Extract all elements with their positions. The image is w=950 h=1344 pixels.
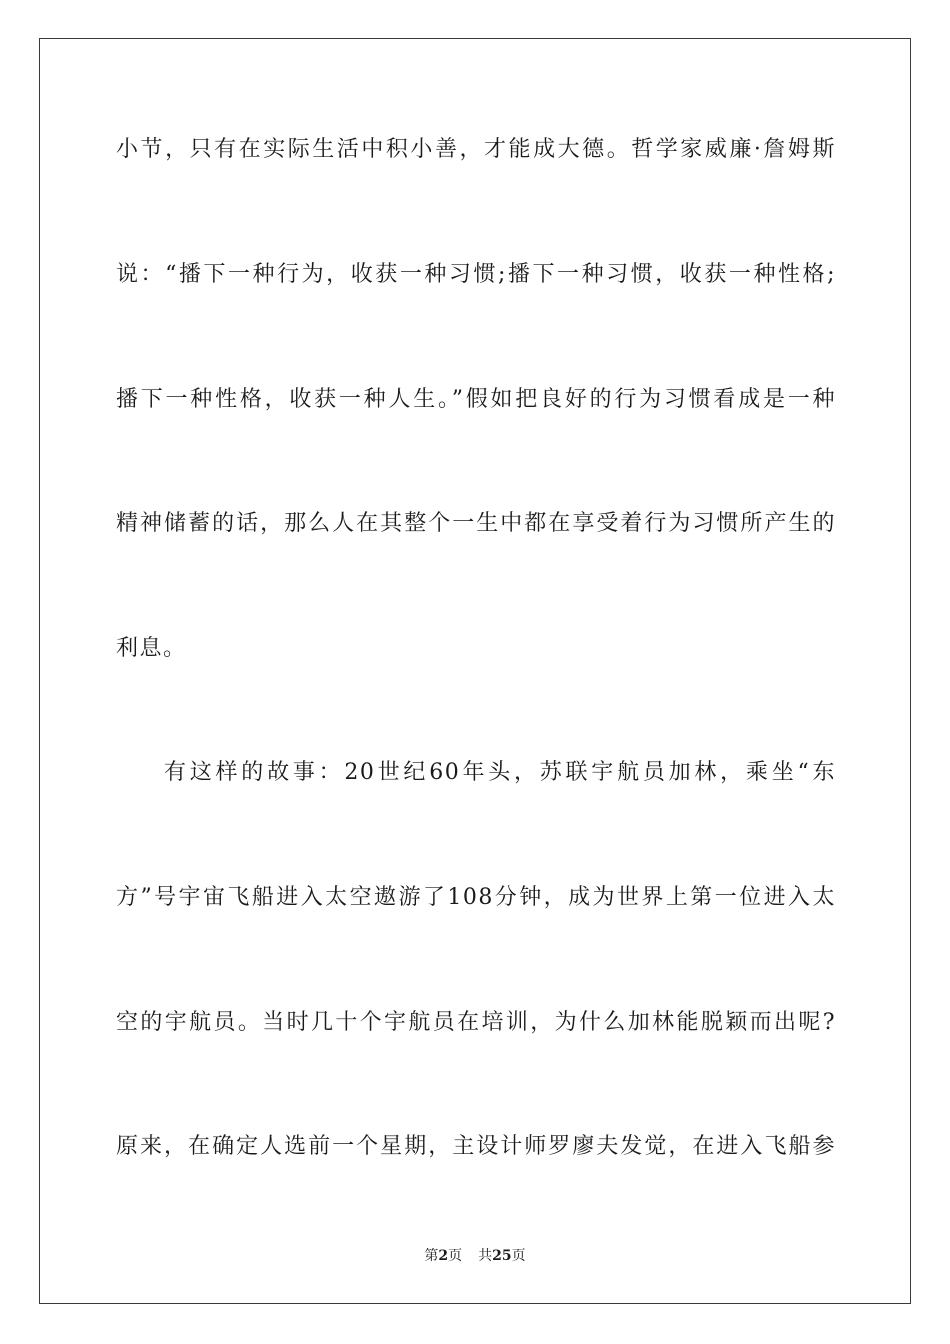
footer-total-pages: 25	[492, 1248, 512, 1264]
text-line-8: 空的宇航员。当时几十个宇航员在培训，为什么加林能脱颖而出呢?	[116, 1010, 836, 1035]
text-line-7: 方”号宇宙飞船进入太空遨游了108分钟，成为世界上第一位进入太	[116, 885, 836, 910]
text-line-1: 小节，只有在实际生活中积小善，才能成大德。哲学家威廉·詹姆斯	[116, 137, 836, 162]
text-line-6: 有这样的故事：20世纪60年头，苏联宇航员加林，乘坐“东	[164, 760, 836, 785]
footer-page-prefix: 第	[424, 1248, 439, 1264]
text-line-4: 精神储蓄的话，那么人在其整个一生中都在享受着行为习惯所产生的	[116, 511, 836, 536]
text-line-3: 播下一种性格，收获一种人生。”假如把良好的行为习惯看成是一种	[116, 387, 836, 412]
text-line-5: 利息。	[116, 636, 187, 661]
page-border	[39, 38, 911, 1304]
footer-page-suffix: 页	[448, 1248, 463, 1264]
footer-page-number: 2	[438, 1248, 449, 1264]
footer-total-prefix: 共	[478, 1248, 493, 1264]
text-line-2: 说：“播下一种行为，收获一种习惯;播下一种习惯，收获一种性格;	[116, 262, 836, 287]
footer-total-suffix: 页	[511, 1248, 526, 1264]
page-footer	[0, 1246, 950, 1266]
text-line-9: 原来，在确定人选前一个星期，主设计师罗廖夫发觉，在进入飞船参	[116, 1134, 836, 1159]
